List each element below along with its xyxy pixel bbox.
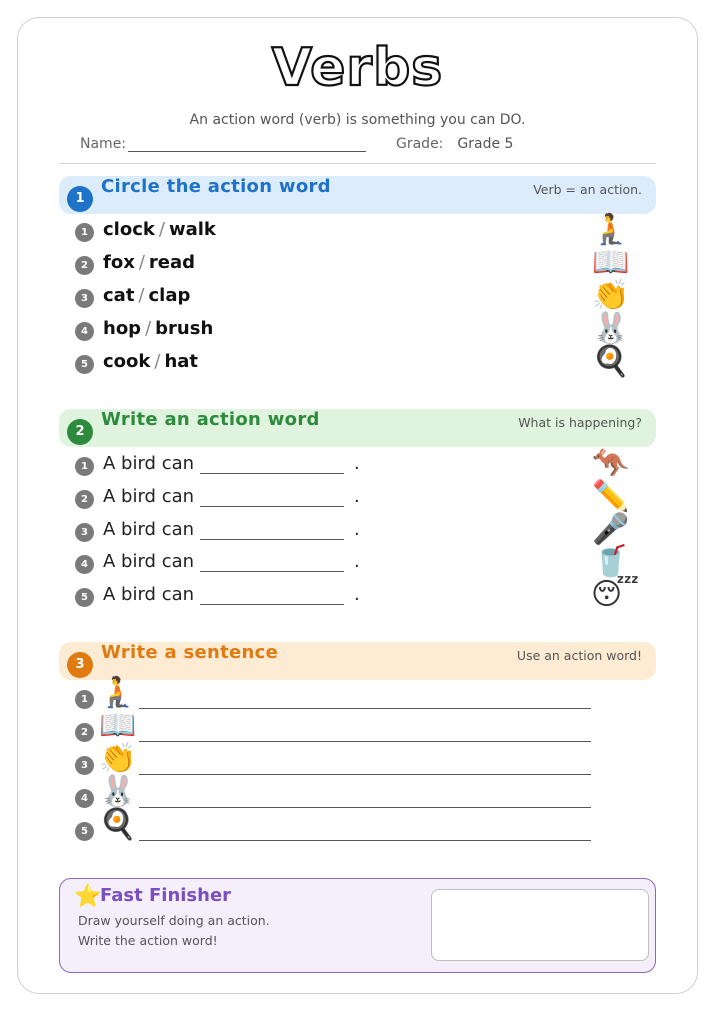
fill-blank-item [75,512,635,547]
item-number: 3 [75,289,94,308]
prompt-text [103,453,360,474]
fast-finisher-instruction-2: Write the action word! [78,933,218,948]
sentence-item [75,807,635,844]
answer-blank[interactable] [200,456,344,474]
item-number: 3 [75,756,94,775]
prompt-period: . [354,519,360,540]
word-option-a[interactable]: clock [103,219,155,240]
kneeling-person-icon: 🧎 [99,675,137,710]
item-number: 4 [75,322,94,341]
rabbit-icon: 🐰 [592,311,630,346]
sentence-writing-line[interactable] [139,741,591,742]
word-option-a[interactable]: cat [103,285,135,306]
item-number: 2 [75,256,94,275]
prompt-text [103,519,360,540]
circle-item [75,344,635,379]
word-option-b[interactable]: walk [168,219,216,240]
section-3-number: 3 [67,652,93,678]
name-field[interactable] [80,136,366,152]
grade-field [396,136,513,152]
word-choice[interactable] [103,351,198,372]
prompt-text [103,551,360,572]
section-1-number: 1 [67,186,93,212]
word-separator: / [145,318,152,339]
circle-item [75,311,635,346]
drawing-box[interactable] [431,889,649,961]
item-number: 3 [75,523,94,542]
sleeping-face-icon: 😴 [591,577,640,612]
item-number: 5 [75,355,94,374]
sentence-item [75,741,635,778]
circle-item [75,245,635,280]
prompt-period: . [354,453,360,474]
sentence-item [75,774,635,811]
kneeling-person-icon: 🧎 [592,212,630,247]
section-2-number: 2 [67,419,93,445]
prompt-label: A bird can [103,519,195,540]
circle-item [75,278,635,313]
header-divider [59,163,656,164]
sentence-writing-line[interactable] [139,774,591,775]
word-choice[interactable] [103,285,190,306]
prompt-period: . [354,486,360,507]
word-option-a[interactable]: hop [103,318,142,339]
section-3-header [59,642,656,680]
prompt-label: A bird can [103,551,195,572]
clapping-hands-icon: 👏 [592,278,630,313]
clapping-hands-icon: 👏 [99,741,137,776]
prompt-label: A bird can [103,453,195,474]
section-1-note: Verb = an action. [533,182,642,197]
pencil-icon: ✏️ [592,479,630,514]
word-separator: / [158,219,165,240]
sentence-item [75,708,635,745]
frying-pan-icon: 🍳 [99,807,137,842]
section-3-title: Write a sentence [101,642,279,663]
item-number: 5 [75,822,94,841]
prompt-label: A bird can [103,486,195,507]
item-number: 1 [75,223,94,242]
fill-blank-item [75,577,640,612]
prompt-period: . [354,551,360,572]
item-number: 1 [75,690,94,709]
open-book-icon: 📖 [592,245,630,280]
item-number: 4 [75,555,94,574]
section-1-title: Circle the action word [101,176,331,197]
name-blank-line[interactable] [128,136,366,152]
section-3-note: Use an action word! [516,648,642,663]
circle-item [75,212,635,247]
page-title: Verbs [271,38,444,98]
fill-blank-item [75,446,635,481]
word-option-a[interactable]: fox [103,252,135,273]
section-2-note: What is happening? [518,415,642,430]
section-1-header [59,176,656,214]
page-subtitle: An action word (verb) is something you can DO. [189,112,526,128]
sentence-writing-line[interactable] [139,840,591,841]
rabbit-icon: 🐰 [99,774,137,809]
sentence-writing-line[interactable] [139,807,591,808]
kangaroo-icon: 🦘 [592,446,630,481]
sentence-item [75,675,635,712]
section-2-header [59,409,656,447]
word-option-b[interactable]: clap [148,285,191,306]
section-2-title: Write an action word [101,409,320,430]
word-option-a[interactable]: cook [103,351,151,372]
microphone-icon: 🎤 [592,512,630,547]
answer-blank[interactable] [200,587,344,605]
word-separator: / [138,285,145,306]
word-separator: / [154,351,161,372]
fast-finisher-box [59,878,656,973]
item-number: 5 [75,588,94,607]
fast-finisher-instruction-1: Draw yourself doing an action. [78,913,270,928]
prompt-text [103,486,360,507]
word-option-b[interactable]: brush [155,318,214,339]
prompt-period: . [354,584,360,605]
answer-blank[interactable] [200,522,344,540]
word-choice[interactable] [103,252,195,273]
item-number: 2 [75,723,94,742]
name-label: Name: [80,136,127,152]
word-choice[interactable] [103,318,213,339]
prompt-label: A bird can [103,584,195,605]
item-number: 1 [75,457,94,476]
word-separator: / [138,252,145,273]
fast-finisher-title: Fast Finisher [100,885,232,906]
item-number: 2 [75,490,94,509]
fill-blank-item [75,544,635,579]
word-option-b[interactable]: hat [164,351,199,372]
frying-pan-icon: 🍳 [592,344,630,379]
cup-with-straw-icon: 🥤 [592,544,630,579]
star-icon: ⭐ [74,884,102,909]
word-option-b[interactable]: read [148,252,196,273]
fill-blank-item [75,479,635,514]
grade-label: Grade: [396,136,444,152]
answer-blank[interactable] [200,489,344,507]
prompt-text [103,584,360,605]
word-choice[interactable] [103,219,216,240]
sentence-writing-line[interactable] [139,708,591,709]
answer-blank[interactable] [200,554,344,572]
open-book-icon: 📖 [99,708,137,743]
item-number: 4 [75,789,94,808]
grade-value: Grade 5 [457,136,514,152]
